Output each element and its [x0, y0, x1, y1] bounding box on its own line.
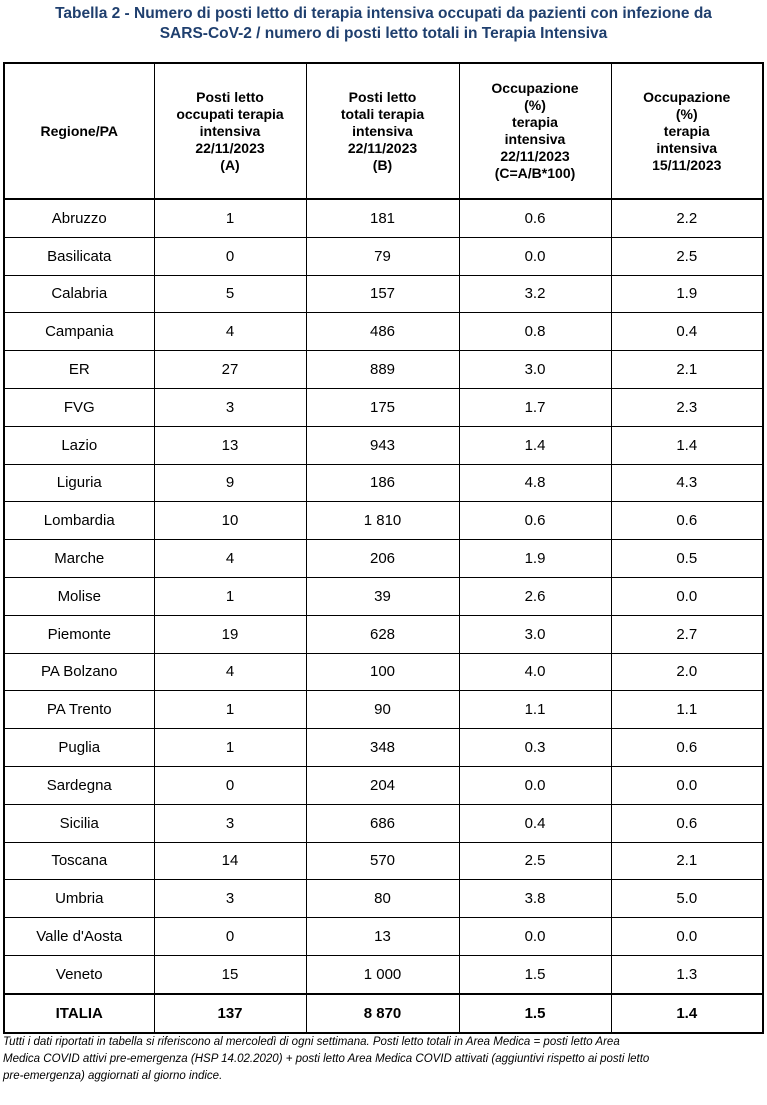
- occupancy-current-cell: 0.8: [459, 313, 611, 351]
- region-cell: Lazio: [4, 426, 154, 464]
- occupancy-previous-cell: 0.4: [611, 313, 763, 351]
- occupancy-current-cell: 1.9: [459, 540, 611, 578]
- occupancy-current-cell: 3.0: [459, 351, 611, 389]
- occupancy-previous-cell: 1.9: [611, 275, 763, 313]
- total-beds-cell: 204: [306, 766, 459, 804]
- footnote-line-1: Tutti i dati riportati in tabella si riferiscono al mercoledì di ogni settimana. Posti letto totali in Area Medica = posti letto Area: [3, 1036, 620, 1048]
- occupancy-previous-cell: 2.0: [611, 653, 763, 691]
- total-beds-cell: 100: [306, 653, 459, 691]
- region-cell: ER: [4, 351, 154, 389]
- table-row: [4, 426, 763, 464]
- table-row: [4, 804, 763, 842]
- occupied-beds-cell: 9: [154, 464, 306, 502]
- occupied-beds-cell: 3: [154, 804, 306, 842]
- occupancy-current-cell: 1.7: [459, 388, 611, 426]
- table-row: [4, 729, 763, 767]
- table-row: [4, 464, 763, 502]
- total-beds-cell: 186: [306, 464, 459, 502]
- occupancy-previous-cell: 0.6: [611, 729, 763, 767]
- occupancy-previous-cell: 2.1: [611, 842, 763, 880]
- table-title-line-2: SARS-CoV-2 / numero di posti letto totali in Terapia Intensiva: [159, 25, 608, 42]
- occupancy-current-cell: 0.0: [459, 237, 611, 275]
- occupied-beds-cell: 1: [154, 729, 306, 767]
- occupancy-previous-cell: 2.2: [611, 199, 763, 237]
- region-cell: FVG: [4, 388, 154, 426]
- footnote-line-3: pre-emergenza) aggiornati al giorno indice.: [3, 1070, 223, 1082]
- region-cell: PA Trento: [4, 691, 154, 729]
- table-title: [0, 4, 767, 44]
- table-row: [4, 955, 763, 993]
- total-beds-cell: 1 810: [306, 502, 459, 540]
- occupancy-previous-cell: 0.0: [611, 918, 763, 956]
- column-header-occupancy-current: Occupazione (%) terapia intensiva 22/11/2023 (C=A/B*100): [459, 63, 611, 199]
- total-beds-cell: 889: [306, 351, 459, 389]
- total-beds-cell: 90: [306, 691, 459, 729]
- total-beds-cell: 39: [306, 577, 459, 615]
- occupied-beds-cell: 1: [154, 199, 306, 237]
- table-body: [4, 199, 763, 994]
- column-header-total-beds: Posti letto totali terapia intensiva 22/11/2023 (B): [306, 63, 459, 199]
- region-cell: Lombardia: [4, 502, 154, 540]
- occupancy-current-cell: 1.4: [459, 426, 611, 464]
- table-row: [4, 540, 763, 578]
- occupancy-current-cell: 0.0: [459, 766, 611, 804]
- region-cell: Basilicata: [4, 237, 154, 275]
- total-beds-cell: 628: [306, 615, 459, 653]
- region-cell: Campania: [4, 313, 154, 351]
- total-beds-cell: 486: [306, 313, 459, 351]
- table-footer: [4, 994, 763, 1033]
- table-row: [4, 918, 763, 956]
- occupancy-previous-cell: 0.5: [611, 540, 763, 578]
- occupancy-previous-cell: 4.3: [611, 464, 763, 502]
- occupied-beds-cell: 0: [154, 237, 306, 275]
- occupied-beds-cell: 1: [154, 691, 306, 729]
- footnote-line-2: Medica COVID attivi pre-emergenza (HSP 14.02.2020) + posti letto Area Medica COVID attivati (aggiuntivi rispetto ai posti letto: [3, 1053, 650, 1065]
- total-row: [4, 994, 763, 1033]
- occupied-beds-cell: 19: [154, 615, 306, 653]
- table-row: [4, 766, 763, 804]
- region-cell: PA Bolzano: [4, 653, 154, 691]
- table-row: [4, 502, 763, 540]
- table-header: [4, 63, 763, 199]
- occupied-beds-cell: 4: [154, 313, 306, 351]
- region-cell: Toscana: [4, 842, 154, 880]
- total-beds-cell: 79: [306, 237, 459, 275]
- occupied-beds-cell: 1: [154, 577, 306, 615]
- table-row: [4, 615, 763, 653]
- region-cell: Marche: [4, 540, 154, 578]
- total-total-beds-cell: 8 870: [306, 994, 459, 1033]
- region-cell: Molise: [4, 577, 154, 615]
- occupancy-current-cell: 3.2: [459, 275, 611, 313]
- total-beds-cell: 80: [306, 880, 459, 918]
- table-row: [4, 199, 763, 237]
- table-row: [4, 275, 763, 313]
- occupancy-current-cell: 2.5: [459, 842, 611, 880]
- region-cell: Calabria: [4, 275, 154, 313]
- column-header-occupancy-previous: Occupazione (%) terapia intensiva 15/11/2023: [611, 63, 763, 199]
- occupied-beds-cell: 14: [154, 842, 306, 880]
- table-row: [4, 880, 763, 918]
- table-row: [4, 842, 763, 880]
- table-row: [4, 577, 763, 615]
- column-header-occupied-beds: Posti letto occupati terapia intensiva 22/11/2023 (A): [154, 63, 306, 199]
- occupancy-previous-cell: 2.1: [611, 351, 763, 389]
- occupancy-current-cell: 2.6: [459, 577, 611, 615]
- total-beds-cell: 157: [306, 275, 459, 313]
- table-title-line-1: Tabella 2 - Numero di posti letto di terapia intensiva occupati da pazienti con infezione da: [55, 5, 712, 22]
- icu-occupancy-table: [3, 62, 764, 1034]
- region-cell: Veneto: [4, 955, 154, 993]
- occupied-beds-cell: 0: [154, 766, 306, 804]
- total-beds-cell: 943: [306, 426, 459, 464]
- occupied-beds-cell: 5: [154, 275, 306, 313]
- occupied-beds-cell: 13: [154, 426, 306, 464]
- total-beds-cell: 1 000: [306, 955, 459, 993]
- occupancy-current-cell: 0.6: [459, 199, 611, 237]
- occupancy-previous-cell: 1.3: [611, 955, 763, 993]
- occupancy-current-cell: 0.6: [459, 502, 611, 540]
- occupancy-previous-cell: 0.0: [611, 766, 763, 804]
- table-row: [4, 653, 763, 691]
- total-beds-cell: 570: [306, 842, 459, 880]
- occupancy-previous-cell: 0.0: [611, 577, 763, 615]
- total-beds-cell: 348: [306, 729, 459, 767]
- table-row: [4, 388, 763, 426]
- occupancy-current-cell: 1.5: [459, 955, 611, 993]
- total-occupied-beds-cell: 137: [154, 994, 306, 1033]
- occupancy-previous-cell: 0.6: [611, 502, 763, 540]
- occupancy-previous-cell: 1.1: [611, 691, 763, 729]
- total-beds-cell: 686: [306, 804, 459, 842]
- occupancy-current-cell: 3.0: [459, 615, 611, 653]
- table-row: [4, 313, 763, 351]
- region-cell: Sicilia: [4, 804, 154, 842]
- total-beds-cell: 175: [306, 388, 459, 426]
- occupied-beds-cell: 3: [154, 880, 306, 918]
- total-beds-cell: 206: [306, 540, 459, 578]
- occupancy-previous-cell: 1.4: [611, 426, 763, 464]
- table-row: [4, 351, 763, 389]
- occupancy-current-cell: 0.4: [459, 804, 611, 842]
- total-occupancy-current-cell: 1.5: [459, 994, 611, 1033]
- occupied-beds-cell: 4: [154, 653, 306, 691]
- occupied-beds-cell: 4: [154, 540, 306, 578]
- table-row: [4, 237, 763, 275]
- occupancy-current-cell: 1.1: [459, 691, 611, 729]
- occupied-beds-cell: 3: [154, 388, 306, 426]
- table-row: [4, 691, 763, 729]
- region-cell: Liguria: [4, 464, 154, 502]
- column-header-region: Regione/PA: [4, 63, 154, 199]
- region-cell: Valle d'Aosta: [4, 918, 154, 956]
- occupancy-current-cell: 3.8: [459, 880, 611, 918]
- region-cell: Piemonte: [4, 615, 154, 653]
- occupancy-current-cell: 0.3: [459, 729, 611, 767]
- occupancy-current-cell: 4.0: [459, 653, 611, 691]
- total-region-cell: ITALIA: [4, 994, 154, 1033]
- region-cell: Umbria: [4, 880, 154, 918]
- total-beds-cell: 13: [306, 918, 459, 956]
- occupancy-current-cell: 4.8: [459, 464, 611, 502]
- total-beds-cell: 181: [306, 199, 459, 237]
- occupied-beds-cell: 0: [154, 918, 306, 956]
- occupancy-previous-cell: 0.6: [611, 804, 763, 842]
- occupancy-previous-cell: 2.3: [611, 388, 763, 426]
- occupancy-previous-cell: 2.5: [611, 237, 763, 275]
- region-cell: Puglia: [4, 729, 154, 767]
- occupied-beds-cell: 27: [154, 351, 306, 389]
- region-cell: Sardegna: [4, 766, 154, 804]
- region-cell: Abruzzo: [4, 199, 154, 237]
- occupancy-current-cell: 0.0: [459, 918, 611, 956]
- occupancy-previous-cell: 5.0: [611, 880, 763, 918]
- occupancy-previous-cell: 2.7: [611, 615, 763, 653]
- header-row: [4, 63, 763, 199]
- total-occupancy-previous-cell: 1.4: [611, 994, 763, 1033]
- occupied-beds-cell: 10: [154, 502, 306, 540]
- occupied-beds-cell: 15: [154, 955, 306, 993]
- footnote: [3, 1034, 763, 1085]
